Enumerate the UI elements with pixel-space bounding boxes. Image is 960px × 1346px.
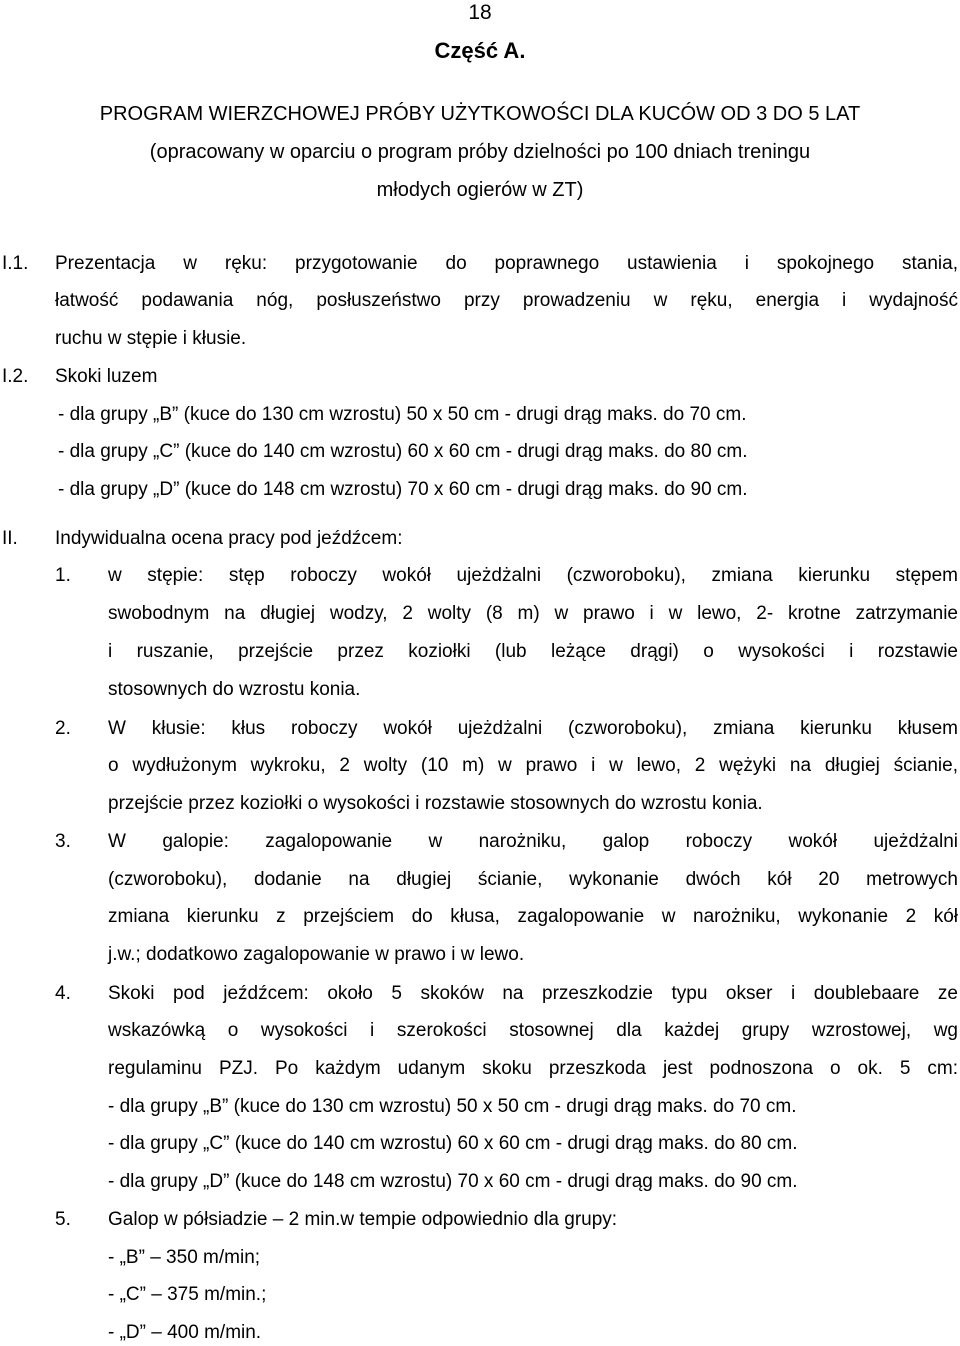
section-number-i2: I.2. xyxy=(2,366,29,387)
item-1-line-2: swobodnym na długiej wodzy, 2 wolty (8 m) w prawo i w lewo, 2- krotne zatrzymanie xyxy=(108,603,958,624)
item-3-line-4: j.w.; dodatkowo zagalopowanie w prawo i w lewo. xyxy=(108,944,525,965)
program-title-line-1: PROGRAM WIERZCHOWEJ PRÓBY UŻYTKOWOŚCI DLA KUCÓW OD 3 DO 5 LAT xyxy=(99,103,861,125)
item-4-group-d: - dla grupy „D” (kuce do 148 cm wzrostu) 70 x 60 cm - drugi drąg maks. do 90 cm. xyxy=(108,1171,798,1192)
part-title: Część A. xyxy=(434,38,526,63)
item-5-speed-b: - „B” – 350 m/min; xyxy=(108,1247,261,1268)
section-ii-title: Indywidualna ocena pracy pod jeźdźcem: xyxy=(55,528,403,549)
item-5-number: 5. xyxy=(55,1209,71,1230)
item-4-line-1: Skoki pod jeźdźcem: około 5 skoków na przeszkodzie typu okser i doublebaare ze xyxy=(108,983,958,1004)
program-title-line-2: (opracowany w oparciu o program próby dzielności po 100 dniach treningu xyxy=(149,141,811,163)
item-4-group-b: - dla grupy „B” (kuce do 130 cm wzrostu) 50 x 50 cm - drugi drąg maks. do 70 cm. xyxy=(108,1096,797,1117)
item-1-line-4: stosownych do wzrostu konia. xyxy=(108,679,361,700)
section-i1-line-1: Prezentacja w ręku: przygotowanie do poprawnego ustawienia i spokojnego stania, xyxy=(55,253,958,274)
item-4-group-c: - dla grupy „C” (kuce do 140 cm wzrostu) 60 x 60 cm - drugi drąg maks. do 80 cm. xyxy=(108,1133,798,1154)
section-i2-title: Skoki luzem xyxy=(55,366,158,387)
item-5-line: Galop w półsiadzie – 2 min.w tempie odpowiednio dla grupy: xyxy=(108,1209,618,1230)
section-number-ii: II. xyxy=(2,528,18,549)
item-4-line-3: regulaminu PZJ. Po każdym udanym skoku przeszkoda jest podnoszona o ok. 5 cm: xyxy=(108,1058,958,1079)
item-3-line-1: W galopie: zagalopowanie w narożniku, galop roboczy wokół ujeżdżalni xyxy=(108,831,958,852)
item-2-line-2: o wydłużonym wykroku, 2 wolty (10 m) w prawo i w lewo, 2 wężyki na długiej ścianie, xyxy=(108,755,958,776)
item-3-number: 3. xyxy=(55,831,71,852)
item-3-line-2: (czworoboku), dodanie na długiej ścianie, wykonanie dwóch kół 20 metrowych xyxy=(108,869,958,890)
item-1-number: 1. xyxy=(55,565,71,586)
item-2-line-1: W kłusie: kłus roboczy wokół ujeżdżalni (czworoboku), zmiana kierunku kłusem xyxy=(108,718,958,739)
page-number: 18 xyxy=(468,1,492,24)
item-1-line-3: i ruszanie, przejście przez koziołki (lub leżące drągi) o wysokości i rozstawie xyxy=(108,641,958,662)
item-2-line-3: przejście przez koziołki o wysokości i rozstawie stosownych do wzrostu konia. xyxy=(108,793,763,814)
program-title-line-3: młodych ogierów w ZT) xyxy=(376,179,584,201)
item-2-number: 2. xyxy=(55,718,71,739)
item-3-line-3: zmiana kierunku z przejściem do kłusa, zagalopowanie w narożniku, wykonanie 2 kół xyxy=(108,906,958,927)
section-number-i1: I.1. xyxy=(2,253,29,274)
section-i2-group-d: - dla grupy „D” (kuce do 148 cm wzrostu) 70 x 60 cm - drugi drąg maks. do 90 cm. xyxy=(58,479,748,500)
item-5-speed-c: - „C” – 375 m/min.; xyxy=(108,1284,267,1305)
item-5-speed-d: - „D” – 400 m/min. xyxy=(108,1322,262,1343)
section-i2-group-b: - dla grupy „B” (kuce do 130 cm wzrostu) 50 x 50 cm - drugi drąg maks. do 70 cm. xyxy=(58,404,747,425)
section-i2-group-c: - dla grupy „C” (kuce do 140 cm wzrostu) 60 x 60 cm - drugi drąg maks. do 80 cm. xyxy=(58,441,748,462)
item-4-number: 4. xyxy=(55,983,71,1004)
section-i1-line-3: ruchu w stępie i kłusie. xyxy=(55,328,247,349)
section-i1-line-2: łatwość podawania nóg, posłuszeństwo przy prowadzeniu w ręku, energia i wydajność xyxy=(55,290,958,311)
item-1-line-1: w stępie: stęp roboczy wokół ujeżdżalni (czworoboku), zmiana kierunku stępem xyxy=(108,565,958,586)
item-4-line-2: wskazówką o wysokości i szerokości stosownej dla każdej grupy wzrostowej, wg xyxy=(108,1020,958,1041)
